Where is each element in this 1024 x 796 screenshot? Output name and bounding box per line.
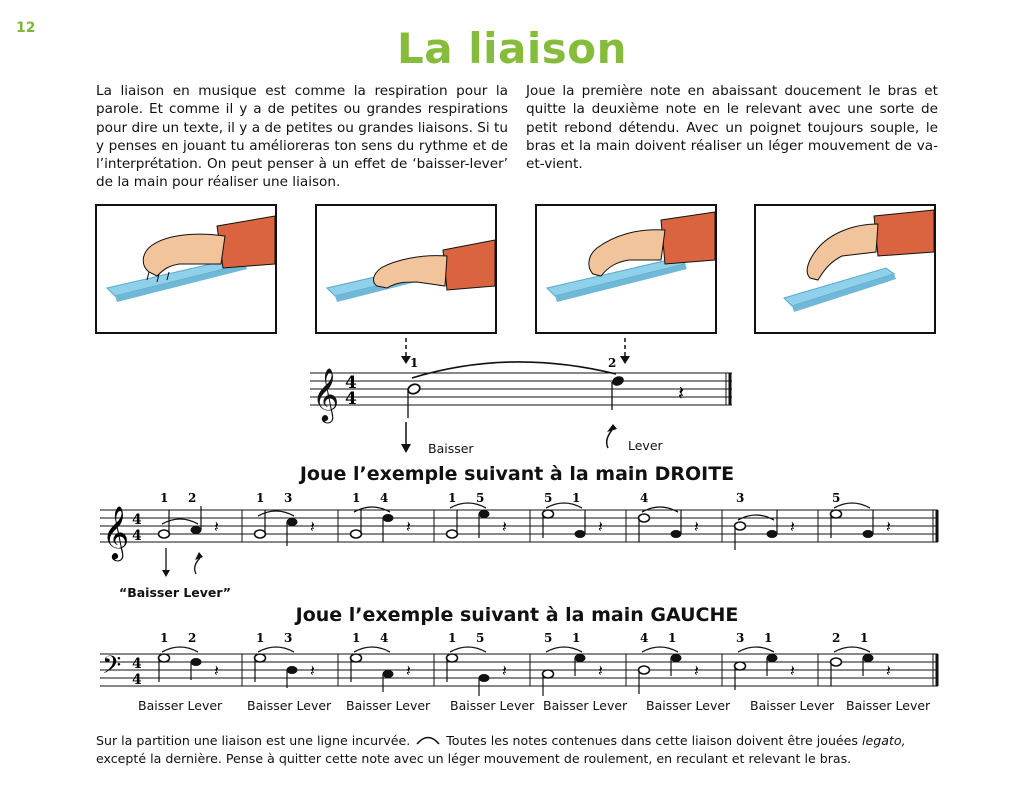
- slur: [162, 647, 198, 652]
- quarter-note: [575, 654, 586, 662]
- hand-illustration-2: [315, 204, 497, 334]
- up-label: Lever: [628, 438, 663, 453]
- footer-text-3: excepté la dernière. Pense à quitter cette note avec un léger mouvement de roulement, en reculant et relevant le bras.: [96, 750, 852, 766]
- quarter-note: [191, 526, 202, 534]
- quarter-note: [287, 666, 298, 674]
- measure: [242, 631, 315, 688]
- quarter-note: [611, 375, 625, 388]
- half-note: [351, 654, 362, 662]
- right-hand-heading: Joue l’exemple suivant à la main DROITE: [299, 463, 735, 485]
- quarter-rest: 𝄽: [694, 517, 699, 536]
- quarter-note: [383, 514, 394, 522]
- finger-number-1: 1: [410, 356, 419, 370]
- half-note: [543, 510, 554, 518]
- quarter-note: [479, 510, 490, 518]
- quarter-note: [767, 654, 778, 662]
- half-note: [255, 654, 266, 662]
- fingering: 5: [832, 491, 841, 505]
- down-label: Baisser: [428, 441, 474, 456]
- bass-clef-icon: 𝄢: [102, 651, 122, 686]
- arm-sleeve: [661, 212, 715, 264]
- measure: [159, 631, 220, 682]
- arm-sleeve: [217, 216, 275, 268]
- hand: [807, 224, 878, 280]
- baisser-lever-label: Baisser Lever: [138, 698, 223, 713]
- half-note: [407, 383, 421, 396]
- fingering: 1: [860, 631, 869, 645]
- fingering: 1: [352, 491, 361, 505]
- left-hand-heading: Joue l’exemple suivant à la main GAUCHE: [295, 604, 739, 626]
- quarter-rest: 𝄽: [694, 661, 699, 680]
- legato-term: legato,: [862, 733, 906, 748]
- left-hand-staff: [92, 628, 942, 696]
- slur: [354, 647, 390, 652]
- quarter-note: [287, 518, 298, 526]
- fingering: 4: [380, 631, 389, 645]
- half-note: [447, 654, 458, 662]
- intro-paragraph-right: Joue la première note en abaissant doucement le bras et quitte la deuxième note en le relevant avec une sorte de petit rebond détendu. Avec un poignet toujours souple, le bras et la main doivent réaliser un léger mouvement de va-et-vient.: [526, 83, 938, 173]
- quarter-rest: 𝄽: [406, 517, 411, 536]
- time-signature-top: 4: [345, 373, 357, 393]
- half-note: [255, 530, 266, 538]
- quarter-rest: 𝄽: [790, 517, 795, 536]
- quarter-note: [479, 674, 490, 682]
- svg-text:4: 4: [132, 512, 142, 528]
- fingering: 5: [544, 491, 553, 505]
- fingering: 3: [736, 491, 745, 505]
- piano-keys: [784, 268, 896, 312]
- half-note: [543, 670, 554, 678]
- fingering: 3: [736, 631, 745, 645]
- half-note: [831, 510, 842, 518]
- svg-text:4: 4: [132, 656, 142, 672]
- arrowhead-down: [401, 444, 411, 453]
- slur: [546, 647, 582, 652]
- treble-clef-icon: 𝄞: [312, 367, 340, 421]
- baisser-lever-label: Baisser Lever: [543, 698, 628, 713]
- footer-text-2: Toutes les notes contenues dans cette liaison doivent être jouées: [446, 733, 858, 748]
- intro-paragraph-left: La liaison en musique est comme la respiration pour la parole. Et comme il y a de petites ou grandes respirations pour dire un texte, il y a de petites ou grandes liaisons. Si tu y penses en jouant tu amélioreras ton sens du rythme et de l’interprétation. On peut penser à un effet de ‘baisser-lever’ de la main pour réaliser une liaison.: [96, 83, 508, 191]
- slur: [450, 647, 486, 652]
- footer-note: [96, 732, 926, 767]
- page-number: 12: [16, 20, 36, 36]
- staff-lines: [310, 373, 732, 405]
- measure: [722, 631, 795, 690]
- fingering: 1: [448, 491, 457, 505]
- quarter-rest: 𝄽: [502, 661, 507, 680]
- baisser-lever-label: Baisser Lever: [846, 698, 931, 713]
- half-note: [831, 658, 842, 666]
- quarter-rest: 𝄽: [502, 517, 507, 536]
- svg-text:4: 4: [132, 672, 142, 688]
- fingering: 1: [764, 631, 773, 645]
- quarter-note: [383, 670, 394, 678]
- half-note: [159, 654, 170, 662]
- quarter-note: [575, 530, 586, 538]
- quarter-note: [671, 654, 682, 662]
- quarter-rest: 𝄽: [406, 661, 411, 680]
- svg-text:4: 4: [132, 528, 142, 544]
- fingering: 4: [640, 631, 649, 645]
- slur-icon: [414, 732, 442, 746]
- page-title: La liaison: [396, 24, 627, 73]
- quarter-rest: 𝄽: [886, 661, 891, 680]
- quarter-rest: 𝄽: [310, 517, 315, 536]
- hand-illustration-4: [754, 204, 936, 334]
- hand-illustration-1: [95, 204, 277, 334]
- fingering: 1: [160, 631, 169, 645]
- fingering: 5: [476, 491, 485, 505]
- quarter-rest: 𝄽: [598, 661, 603, 680]
- fingering: 2: [188, 631, 197, 645]
- quarter-rest: 𝄽: [886, 517, 891, 536]
- baisser-lever-label: Baisser Lever: [450, 698, 535, 713]
- fingering: 5: [476, 631, 485, 645]
- fingering: 1: [572, 491, 581, 505]
- quarter-note: [191, 658, 202, 666]
- slur: [412, 362, 616, 378]
- demo-staff: [300, 336, 740, 460]
- fingering: 2: [832, 631, 841, 645]
- finger-number-2: 2: [608, 356, 617, 370]
- fingering: 4: [380, 491, 389, 505]
- fingering: 3: [284, 491, 293, 505]
- right-hand-staff: [92, 488, 942, 583]
- arrowhead-down-2: [620, 356, 630, 364]
- treble-clef-icon: 𝄞: [102, 505, 130, 559]
- fingering: 5: [544, 631, 553, 645]
- baisser-lever-annotation: “Baisser Lever”: [119, 585, 232, 600]
- half-note: [735, 662, 746, 670]
- slur: [258, 511, 294, 516]
- quarter-rest: 𝄽: [598, 517, 603, 536]
- hand-illustration-3: [535, 204, 717, 334]
- slur: [834, 647, 870, 652]
- fingering: 2: [188, 491, 197, 505]
- quarter-rest: 𝄽: [790, 661, 795, 680]
- measure: [722, 491, 795, 550]
- baisser-lever-label: Baisser Lever: [346, 698, 431, 713]
- footer-text-1: Sur la partition une liaison est une ligne incurvée.: [96, 733, 411, 748]
- up-arrow: [607, 430, 612, 448]
- fingering: 1: [256, 491, 265, 505]
- baisser-lever-label: Baisser Lever: [247, 698, 332, 713]
- fingering: 1: [352, 631, 361, 645]
- quarter-rest: 𝄽: [214, 517, 219, 536]
- half-note: [447, 530, 458, 538]
- quarter-note: [671, 530, 682, 538]
- fingering: 4: [640, 491, 649, 505]
- fingering: 1: [448, 631, 457, 645]
- quarter-rest: 𝄽: [214, 661, 219, 680]
- quarter-note: [863, 530, 874, 538]
- half-note: [159, 530, 170, 538]
- half-note: [639, 514, 650, 522]
- half-note: [735, 522, 746, 530]
- half-note: [351, 530, 362, 538]
- fingering: 1: [668, 631, 677, 645]
- baisser-lever-label: Baisser Lever: [750, 698, 835, 713]
- fingering: 1: [572, 631, 581, 645]
- slur: [738, 647, 774, 652]
- arm-sleeve: [874, 210, 934, 256]
- time-signature-bottom: 4: [345, 389, 357, 409]
- slur: [162, 519, 198, 524]
- quarter-rest: 𝄽: [310, 661, 315, 680]
- half-note: [639, 666, 650, 674]
- quarter-note: [863, 654, 874, 662]
- fingering: 1: [160, 491, 169, 505]
- arm-sleeve: [443, 240, 495, 290]
- baisser-lever-label: Baisser Lever: [646, 698, 731, 713]
- measure: [159, 491, 220, 538]
- slur: [258, 647, 294, 652]
- slur: [642, 647, 678, 652]
- quarter-note: [767, 530, 778, 538]
- fingering: 1: [256, 631, 265, 645]
- fingering: 3: [284, 631, 293, 645]
- piano-keys: [547, 258, 687, 302]
- quarter-rest: 𝄽: [678, 381, 685, 405]
